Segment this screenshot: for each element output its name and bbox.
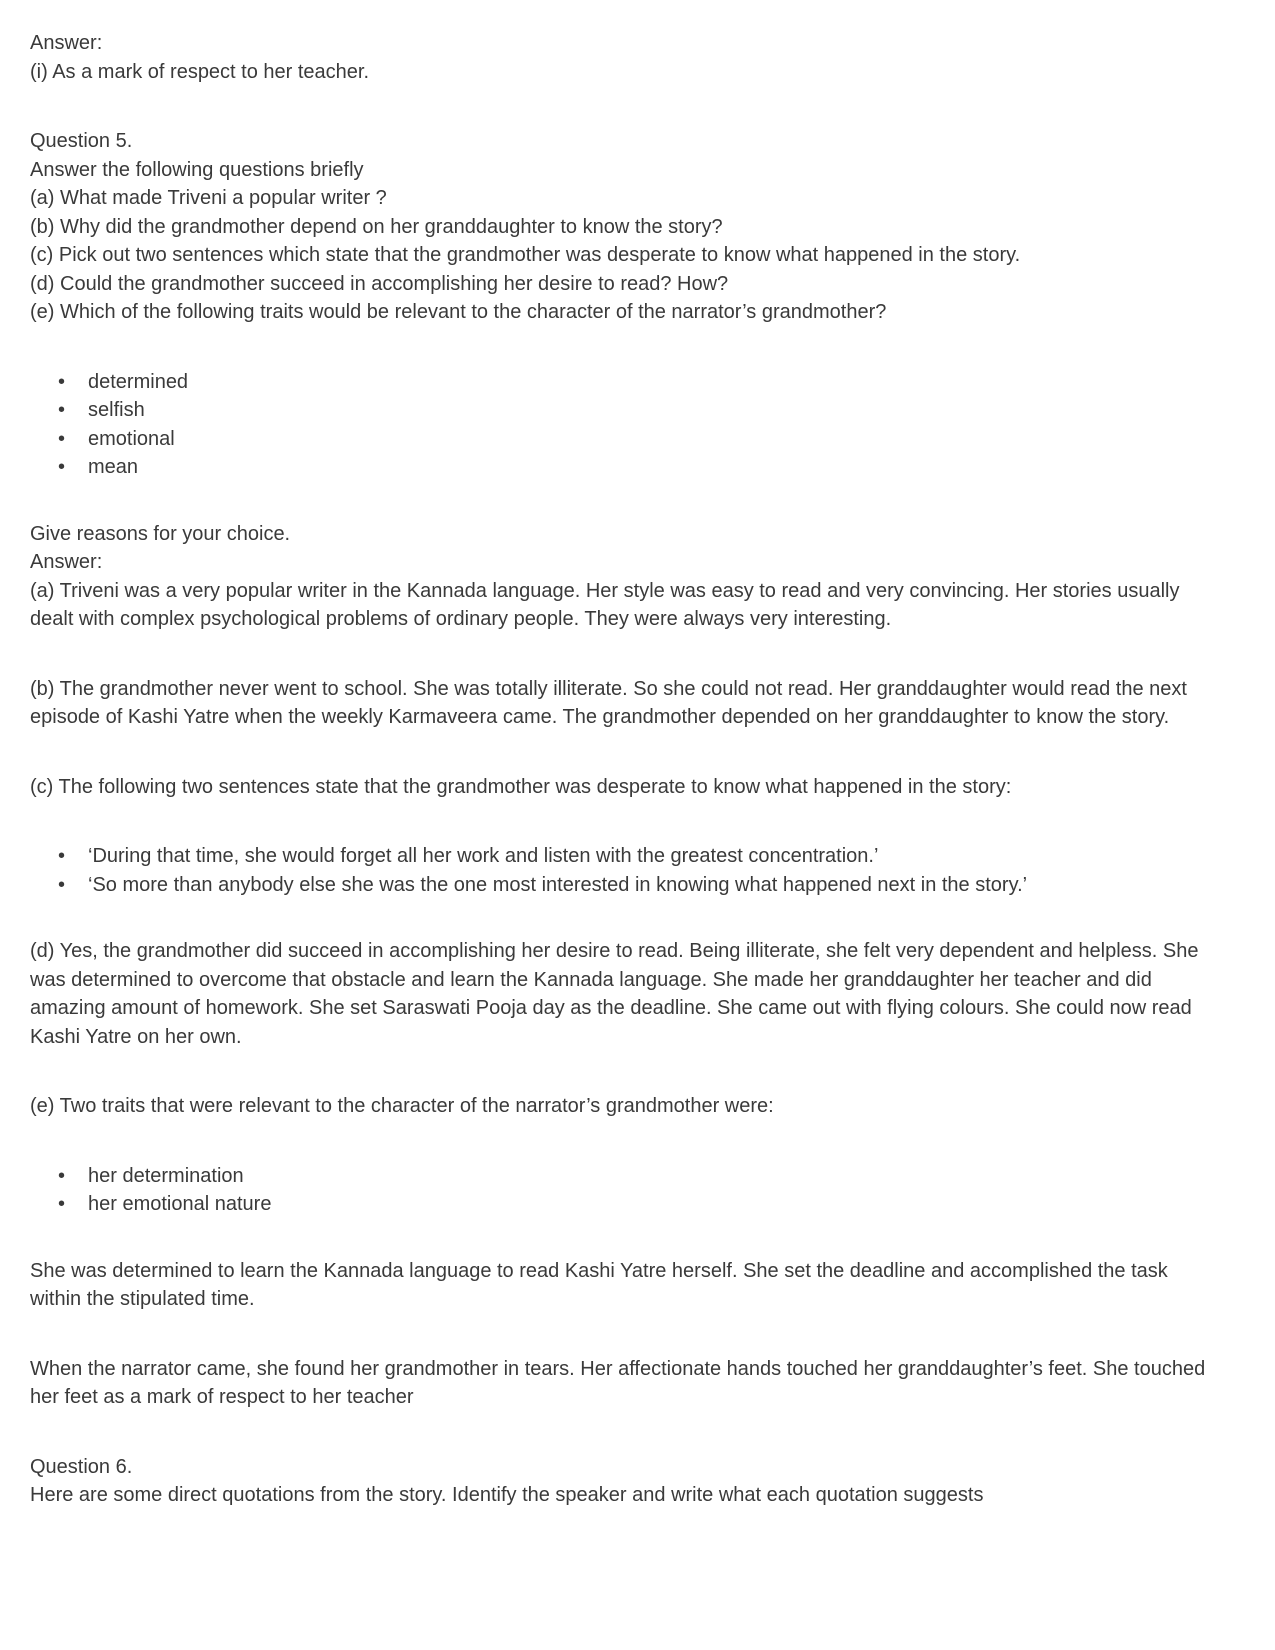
answer-e-text: (e) Two traits that were relevant to the character of the narrator’s grandmother were:: [30, 1095, 774, 1117]
answer-d-paragraph: [30, 937, 1217, 1051]
answer-d-text: (d) Yes, the grandmother did succeed in accomplishing her desire to read. Being illiterate, she felt very dependent and helpless. She was determined to overcome that obstacle and learn the Kannada language. She made her granddaughter her teacher and did amazing amount of homework. She set Saraswati Pooja day as the deadline. She came out with flying colours. She could now read Kashi Yatre on her own.: [30, 940, 1199, 1048]
answer-label: Answer:: [30, 551, 103, 573]
list-item: • mean: [30, 453, 1217, 482]
question-6-paragraph: [30, 1453, 1217, 1510]
list-item: • ‘So more than anybody else she was the one most interested in knowing what happened next in the story.’: [30, 871, 1217, 900]
answer-c-text: (c) The following two sentences state that the grandmother was desperate to know what happened in the story:: [30, 775, 1012, 798]
question-5-heading: Question 5.: [30, 130, 133, 152]
list-item: • her determination: [30, 1162, 1217, 1191]
question-6-heading: Question 6.: [30, 1455, 133, 1478]
narrator-paragraph: [30, 1355, 1217, 1412]
answer-e-paragraph: [30, 1092, 1217, 1121]
answer-label: Answer:: [30, 32, 103, 54]
question-5d: (d) Could the grandmother succeed in accomplishing her desire to read? How?: [30, 272, 729, 295]
list-item: • selfish: [30, 396, 1217, 425]
question-5-paragraph: [30, 127, 1217, 327]
answer-intro-paragraph: [30, 29, 1217, 86]
question-5b: (b) Why did the grandmother depend on her granddaughter to know the story?: [30, 215, 723, 238]
answer-b-paragraph: [30, 675, 1217, 732]
traits-list: [30, 368, 1217, 482]
answer-c-paragraph: [30, 773, 1217, 802]
answer-a-text: (a) Triveni was a very popular writer in the Kannada language. Her style was easy to read and very convincing. Her stories usually dealt with complex psychological problems of ordinary people. They were always very interesting.: [30, 579, 1180, 630]
relevant-traits-list: [30, 1162, 1217, 1219]
list-item: • ‘During that time, she would forget all her work and listen with the greatest concentration.’: [30, 842, 1217, 871]
determination-text: She was determined to learn the Kannada language to read Kashi Yatre herself. She set the deadline and accomplished the task within the stipulated time.: [30, 1259, 1168, 1310]
question-5c: (c) Pick out two sentences which state that the grandmother was desperate to know what happened in the story.: [30, 244, 1021, 266]
determination-paragraph: [30, 1257, 1217, 1314]
question-5a: (a) What made Triveni a popular writer ?: [30, 187, 387, 209]
question-6-instruction: Here are some direct quotations from the story. Identify the speaker and write what each quotation suggests: [30, 1484, 984, 1506]
list-item: • emotional: [30, 425, 1217, 454]
question-5e: (e) Which of the following traits would be relevant to the character of the narrator’s grandmother?: [30, 301, 887, 323]
narrator-text: When the narrator came, she found her grandmother in tears. Her affectionate hands touched her granddaughter’s feet. She touched her feet as a mark of respect to her teacher: [30, 1357, 1206, 1408]
list-item: • her emotional nature: [30, 1190, 1217, 1219]
give-reasons-text: Give reasons for your choice.: [30, 522, 291, 545]
answer-text: (i) As a mark of respect to her teacher.: [30, 60, 370, 83]
answer-a-paragraph: [30, 520, 1217, 634]
answer-b-text: (b) The grandmother never went to school. She was totally illiterate. So she could not read. Her granddaughter would read the next episode of Kashi Yatre when the weekly Karmaveera came. The grandmother depended on her granddaughter to know the story.: [30, 677, 1187, 728]
question-5-instruction: Answer the following questions briefly: [30, 158, 364, 181]
list-item: • determined: [30, 368, 1217, 397]
quotes-list: [30, 842, 1217, 899]
